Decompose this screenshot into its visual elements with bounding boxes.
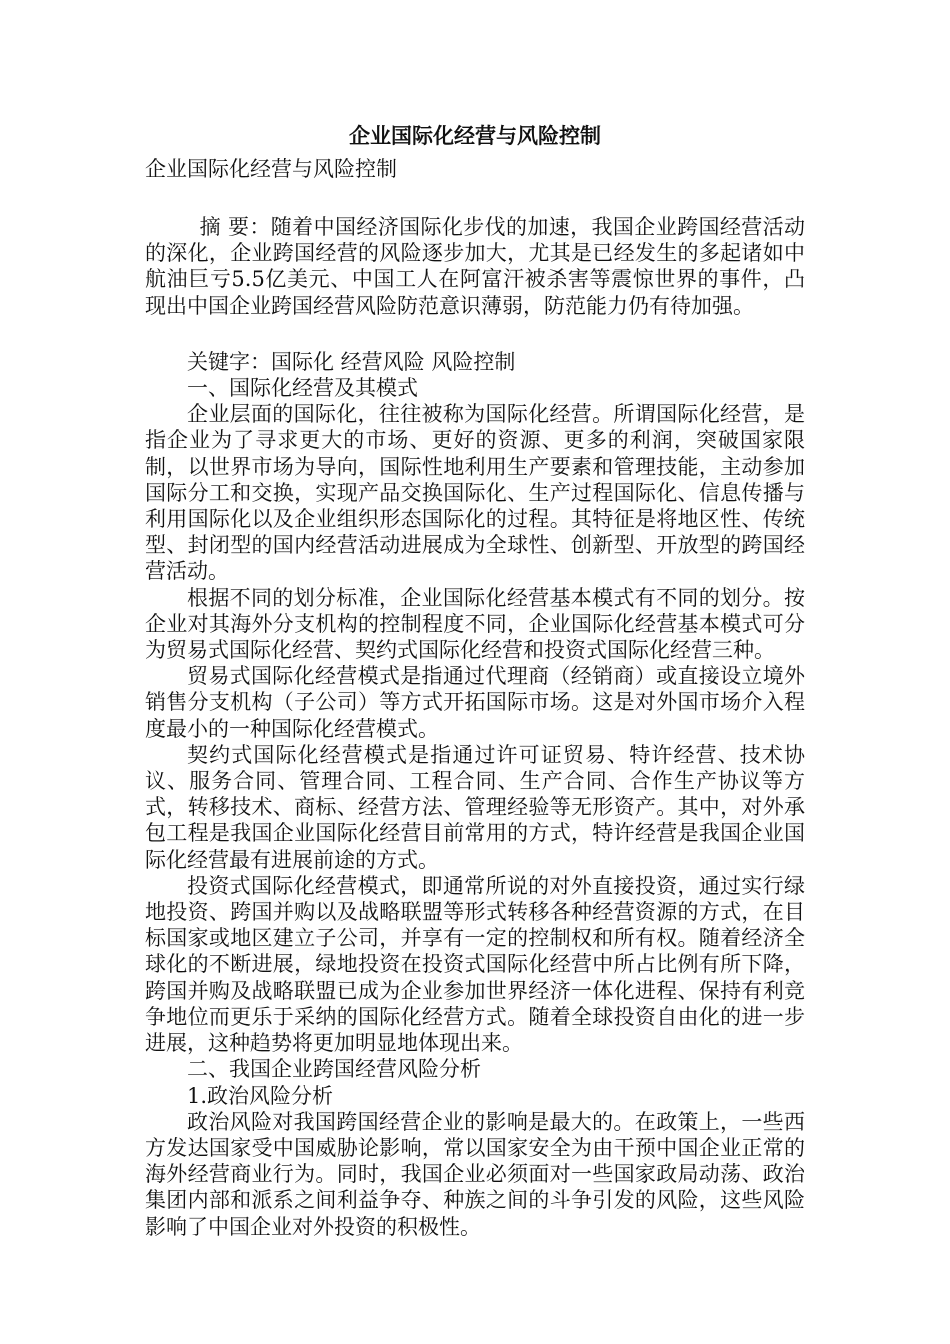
- section-1-paragraph: 贸易式国际化经营模式是指通过代理商（经销商）或直接设立境外销售分支机构（子公司）等方式开拓国际市场。这是对外国市场介入程度最小的一种国际化经营模式。: [145, 664, 805, 741]
- section-2-paragraph: 政治风险对我国跨国经营企业的影响是最大的。在政策上，一些西方发达国家受中国威胁论影响，常以国家安全为由干预中国企业正常的海外经营商业行为。同时，我国企业必须面对一些国家政局动荡、政治集团内部和派系之间利益争夺、种族之间的斗争引发的风险，这些风险影响了中国企业对外投资的积极性。: [145, 1109, 805, 1239]
- section-1-paragraph: 投资式国际化经营模式，即通常所说的对外直接投资，通过实行绿地投资、跨国并购以及战略联盟等形式转移各种经营资源的方式，在目标国家或地区建立子公司，并享有一定的控制权和所有权。随着经济全球化的不断进展，绿地投资在投资式国际化经营中所占比例有所下降，跨国并购及战略联盟已成为企业参加世界经济一体化进程、保持有利竞争地位而更乐于采纳的国际化经营方式。随着全球投资自由化的进一步进展，这种趋势将更加明显地体现出来。: [145, 873, 805, 1056]
- document-page: [145, 118, 805, 1240]
- section-1-heading: 一、国际化经营及其模式: [187, 376, 418, 401]
- section-1-paragraph: 企业层面的国际化，往往被称为国际化经营。所谓国际化经营，是指企业为了寻求更大的市场、更好的资源、更多的利润，突破国家限制，以世界市场为导向，国际性地利用生产要素和管理技能，主动参加国际分工和交换，实现产品交换国际化、生产过程国际化、信息传播与利用国际化以及企业组织形态国际化的过程。其特征是将地区性、传统型、封闭型的国内经营活动进展成为全球性、创新型、开放型的跨国经营活动。: [145, 402, 805, 584]
- section-2-subheading: 1.政治风险分析: [187, 1083, 334, 1108]
- section-1-paragraph: 契约式国际化经营模式是指通过许可证贸易、特许经营、技术协议、服务合同、管理合同、工程合同、生产合同、合作生产协议等方式，转移技术、商标、经营方法、管理经验等无形资产。其中，对外承包工程是我国企业国际化经营目前常用的方式，特许经营是我国企业国际化经营最有进展前途的方式。: [145, 742, 805, 872]
- section-1-paragraph: 根据不同的划分标准，企业国际化经营基本模式有不同的划分。按企业对其海外分支机构的控制程度不同，企业国际化经营基本模式可分为贸易式国际化经营、契约式国际化经营和投资式国际化经营三种。: [145, 585, 805, 663]
- document-title: 企业国际化经营与风险控制: [349, 123, 601, 148]
- abstract-paragraph: 摘 要：随着中国经济国际化步伐的加速，我国企业跨国经营活动的深化，企业跨国经营的风险逐步加大，尤其是已经发生的多起诸如中航油巨亏5.5亿美元、中国工人在阿富汗被杀害等震惊世界的事件，凸现出中国企业跨国经营风险防范意识薄弱，防范能力仍有待加强。: [145, 215, 805, 318]
- keywords-line: 关键字：国际化 经营风险 风险控制: [187, 349, 516, 374]
- document-subtitle: 企业国际化经营与风险控制: [145, 157, 397, 181]
- section-2-heading: 二、我国企业跨国经营风险分析: [187, 1057, 481, 1082]
